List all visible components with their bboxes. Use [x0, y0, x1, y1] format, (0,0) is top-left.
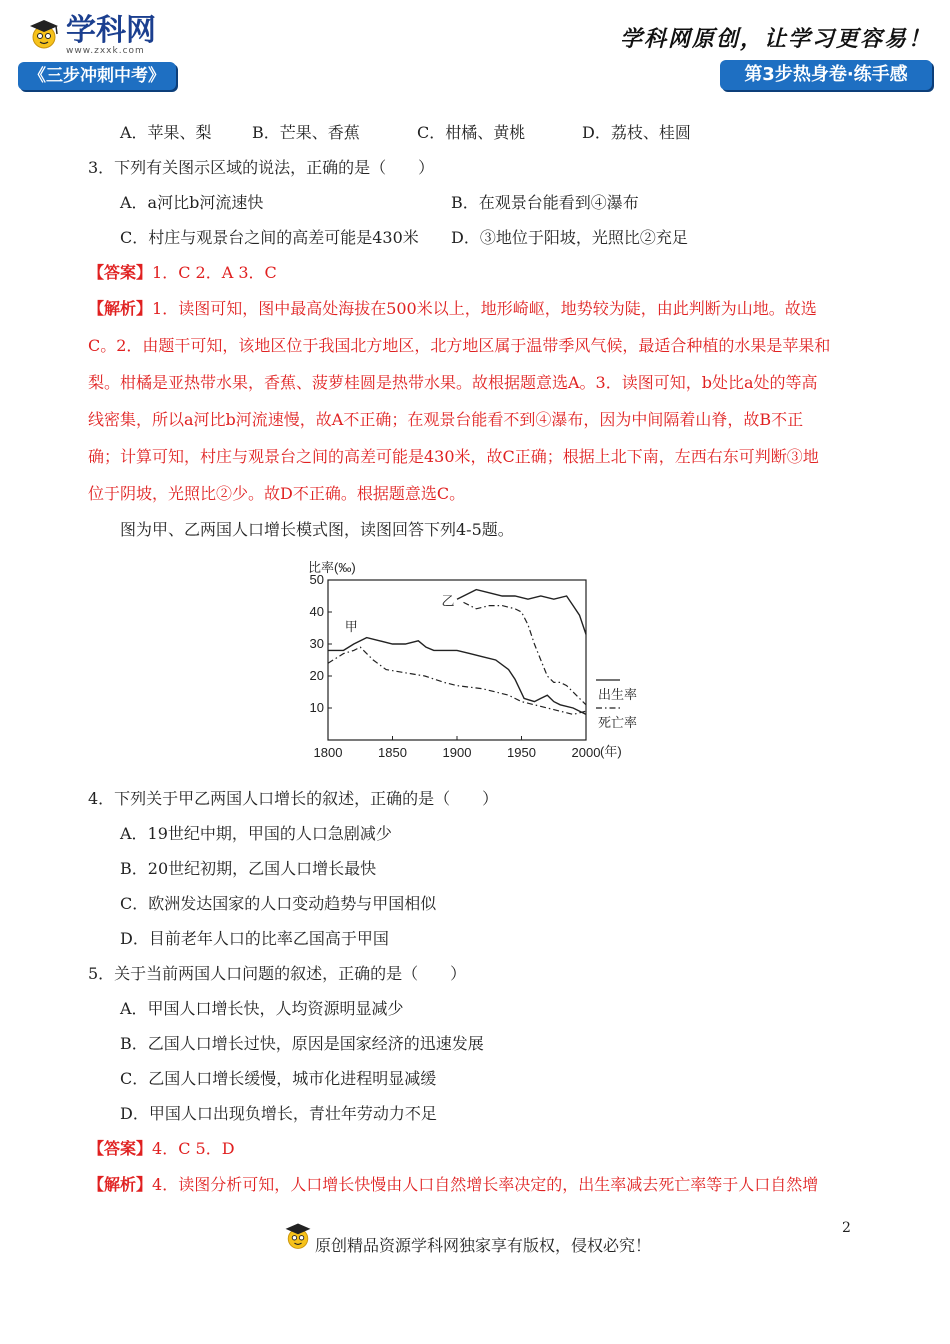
- q4-option-a: A．19世纪中期，甲国的人口急剧减少: [120, 824, 392, 843]
- legend-birth: 出生率: [598, 687, 638, 702]
- q5-option-d: D．甲国人口出现负增长，青壮年劳动力不足: [120, 1104, 437, 1123]
- q5-option-b: B．乙国人口增长过快，原因是国家经济的迅速发展: [120, 1034, 484, 1053]
- series-line-3: [464, 602, 587, 704]
- population-chart: [288, 552, 668, 770]
- y-tick-label: 50: [309, 572, 324, 587]
- q3-option-a: A．a河比b河流速快: [120, 193, 264, 212]
- x-tick-label: 1850: [378, 745, 407, 760]
- q2-option-d: D．荔枝、桂圆: [582, 123, 691, 142]
- y-axis-label: 比率(‰): [308, 560, 356, 575]
- q4-option-c: C．欧洲发达国家的人口变动趋势与甲国相似: [120, 894, 437, 913]
- q5-option-a: A．甲国人口增长快，人均资源明显减少: [120, 999, 404, 1018]
- analysis-tag: 【解析】: [88, 299, 153, 318]
- q5-stem: 5．关于当前两国人口问题的叙述，正确的是（ ）: [88, 964, 467, 983]
- q2-option-a: A．苹果、梨: [120, 123, 212, 142]
- y-tick-label: 30: [309, 636, 324, 651]
- y-tick-label: 20: [309, 668, 324, 683]
- y-tick-label: 10: [309, 700, 324, 715]
- x-tick-label: 2000: [571, 745, 601, 760]
- country-label-jia: 甲: [344, 619, 358, 635]
- answer-tag: 【答案】: [88, 1139, 153, 1158]
- series-line-1: [328, 647, 586, 714]
- answer-tag: 【答案】: [88, 263, 153, 282]
- x-tick-label: 1950: [507, 745, 536, 760]
- slogan: 学科网原创，让学习更容易！: [619, 26, 932, 52]
- q5-option-c: C．乙国人口增长缓慢，城市化进程明显减缓: [120, 1069, 437, 1088]
- analysis-line: 确；计算可知，村庄与观景台之间的高差可能是430米，故C正确；根据上北下南，左西右东可判断③地: [88, 447, 819, 466]
- series-line-2: [457, 590, 586, 635]
- x-tick-label: 1800: [313, 745, 343, 760]
- answer-block-2: [88, 1139, 235, 1159]
- analysis-text: 1．读图可知，图中最高处海拔在500米以上，地形崎岖，地势较为陡，由此判断为山地。故选: [152, 299, 817, 318]
- q2-option-c: C．柑橘、黄桃: [417, 123, 526, 142]
- series-line-0: [328, 638, 586, 715]
- series-badge: 《三步冲刺中考》: [18, 62, 176, 90]
- logo-mascot-icon: [26, 16, 62, 52]
- analysis-line: 位于阴坡，光照比②少。故D不正确。根据题意选C。: [88, 484, 466, 503]
- answer-block-1: [88, 263, 277, 283]
- q4-stem: 4．下列关于甲乙两国人口增长的叙述，正确的是（ ）: [88, 789, 499, 808]
- country-label-yi: 乙: [441, 593, 455, 609]
- analysis-text: 4．读图分析可知，人口增长快慢由人口自然增长率决定的，出生率减去死亡率等于人口自然增: [152, 1175, 819, 1194]
- q3-option-c: C．村庄与观景台之间的高差可能是430米: [120, 228, 419, 247]
- q3-option-b: B．在观景台能看到④瀑布: [451, 193, 639, 212]
- q3-stem: 3．下列有关图示区域的说法，正确的是（ ）: [88, 158, 435, 177]
- q2-option-b: B．芒果、香蕉: [252, 123, 360, 142]
- logo-text: 学科网: [66, 13, 156, 48]
- legend-death: 死亡率: [598, 715, 638, 730]
- q4-option-b: B．20世纪初期，乙国人口增长最快: [120, 859, 377, 878]
- footer-mascot-icon: [282, 1220, 314, 1252]
- x-tick-label: 1900: [442, 745, 472, 760]
- footer-copyright: 原创精品资源学科网独家享有版权，侵权必究！: [315, 1236, 652, 1255]
- analysis-line: [88, 1175, 818, 1195]
- logo-url: www.zxxk.com: [66, 46, 145, 56]
- analysis-line: C。2．由题干可知，该地区位于我国北方地区，北方地区属于温带季风气候，最适合种植的水果是苹果和: [88, 336, 831, 355]
- intro-45: 图为甲、乙两国人口增长模式图，读图回答下列4-5题。: [120, 520, 514, 539]
- analysis-tag: 【解析】: [88, 1175, 153, 1194]
- analysis-line: [88, 299, 817, 319]
- step-badge: 第3步热身卷·练手感: [720, 60, 932, 90]
- answer-text: 1．C 2．A 3．C: [152, 263, 277, 282]
- q4-option-d: D．目前老年人口的比率乙国高于甲国: [120, 929, 389, 948]
- q3-option-d: D．③地位于阳坡，光照比②充足: [451, 228, 688, 247]
- analysis-line: 梨。柑橘是亚热带水果，香蕉、菠萝桂圆是热带水果。故根据题意选A。3．读图可知，b处比a处的等高: [88, 373, 818, 392]
- x-axis-label: (年): [600, 744, 622, 759]
- analysis-line: 线密集，所以a河比b河流速慢，故A不正确；在观景台能看不到④瀑布，因为中间隔着山脊，故B不正: [88, 410, 804, 429]
- plot-frame: [328, 580, 586, 740]
- answer-text: 4．C 5．D: [152, 1139, 235, 1158]
- page-number: 2: [842, 1220, 851, 1236]
- y-tick-label: 40: [309, 604, 324, 619]
